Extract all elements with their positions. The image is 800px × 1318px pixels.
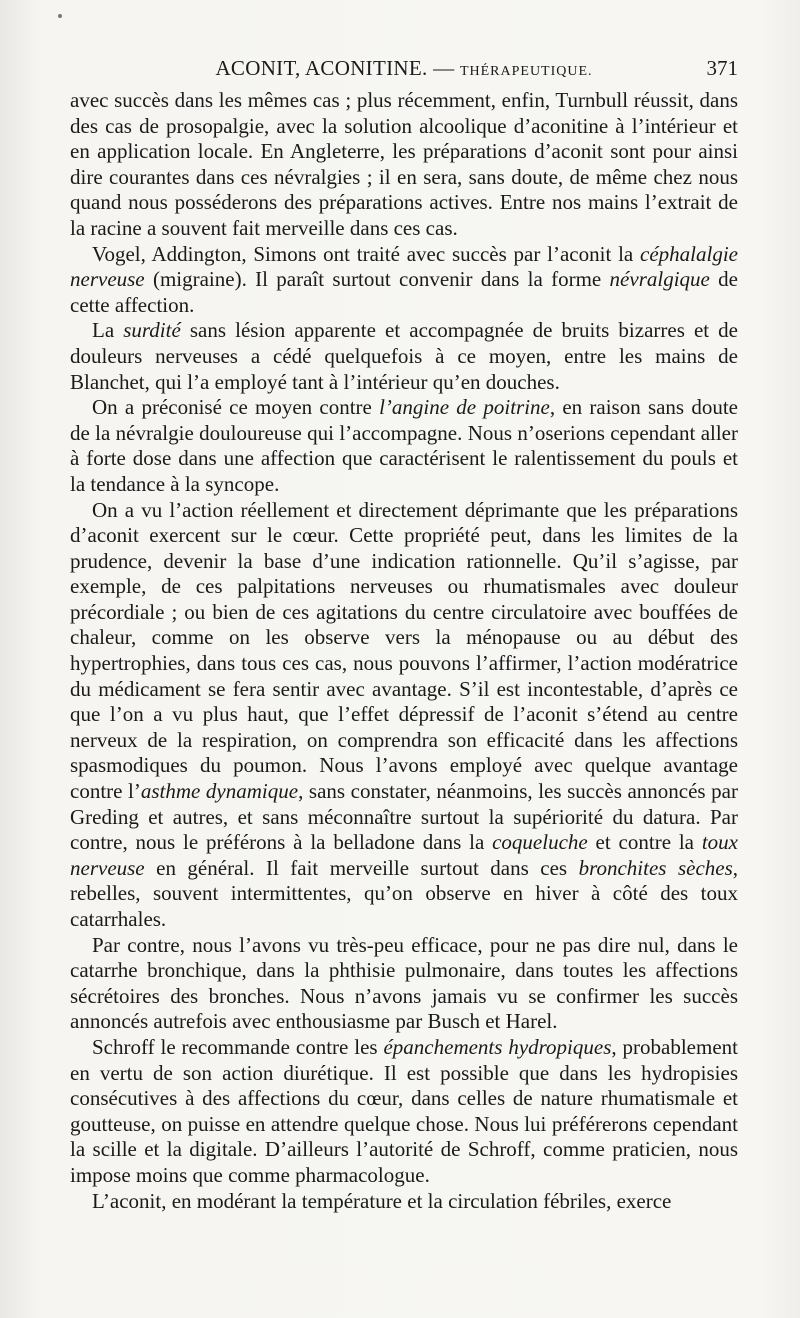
italic-term: névralgique: [609, 267, 710, 292]
paragraph: [70, 242, 738, 319]
text-run: La: [92, 318, 124, 343]
italic-term: coqueluche: [492, 830, 588, 855]
text-run: , sans constater, néanmoins, les succès annoncés par Greding et autres, et sans méconnaître surtout la supériorité du datura. Par contre, nous le préférons à la belladone dans la: [70, 779, 738, 855]
italic-term: toux nerveuse: [70, 830, 738, 880]
paragraph: [70, 88, 738, 242]
body-text: [70, 88, 738, 1214]
paragraph: [70, 1189, 738, 1215]
paragraph: [70, 498, 738, 933]
ink-speck: [58, 14, 62, 18]
page-number: 371: [706, 56, 738, 80]
running-title-section: THÉRAPEUTIQUE.: [459, 64, 593, 79]
paragraph: [70, 318, 738, 395]
paragraph: [70, 933, 738, 1035]
text-run: , probablement en vertu de son action diurétique. Il est possible que dans les hydropisies consécutives à des affections du cœur, dans celles de nature rhumatismale et goutteuse, on puisse en attendre quelque chose. Nous lui préférerons cependant la scille et la digitale. D’ailleurs l’autorité de Schroff, comme praticien, nous impose moins que comme pharmacologue.: [70, 1034, 738, 1187]
text-run: On a vu l’action réellement et directement déprimante que les préparations d’aconit exercent sur le cœur. Cette propriété peut, dans les limites de la prudence, devenir la base d’une indication rationnelle. Qu’il s’agisse, par exemple, de ces palpitations nerveuses ou rhumatismales avec douleur précordiale ; ou bien de ces agitations du centre circulatoire avec bouffées de chaleur, comme on les observe vers la ménopause ou au début des hypertrophies, dans tous ces cas, nous pouvons l’affirmer, l’action modératrice du médicament se fera sentir avec avantage. S’il est incontestable, d’après ce que l’on a vu plus haut, que l’effet dépressif de l’aconit s’étend au centre nerveux de la respiration, on comprendra son efficacité dans les affections spasmodiques du poumon. Nous l’avons employé avec quelque avantage contre l’: [70, 497, 738, 804]
text-run: Schroff le recommande contre les: [92, 1034, 384, 1059]
italic-term: bronchites sèches: [578, 855, 733, 880]
text-run: L’aconit, en modérant la température et la circulation fébriles, exerce: [92, 1188, 672, 1213]
text-run: Vogel, Addington, Simons ont traité avec succès par l’aconit la: [92, 241, 641, 266]
paragraph: [70, 395, 738, 497]
running-header: [70, 56, 738, 86]
running-title-main: ACONIT, ACONITINE. —: [215, 56, 455, 80]
italic-term: asthme dynamique: [140, 779, 299, 804]
text-run: (migraine). Il paraît surtout convenir dans la forme: [144, 267, 610, 292]
running-title: [70, 56, 738, 81]
italic-term: céphalalgie nerveuse: [70, 241, 738, 292]
text-run: de cette affection.: [70, 267, 738, 317]
text-run: On a préconisé ce moyen contre: [92, 395, 380, 420]
text-run: , en raison sans doute de la névralgie douloureuse qui l’accompagne. Nous n’oserions cependant aller à forte dose dans une affection que caractérisent le ralentissement du pouls et la tendance à la syncope.: [70, 395, 738, 496]
italic-term: surdité: [123, 318, 181, 343]
text-run: en général. Il fait merveille surtout dans ces: [144, 855, 579, 880]
italic-term: l’angine de poitrine: [379, 395, 550, 420]
text-run: et contre la: [587, 830, 702, 855]
italic-term: épanchements hydropiques: [383, 1034, 612, 1059]
text-run: avec succès dans les mêmes cas ; plus récemment, enfin, Turnbull réussit, dans des cas de prosopalgie, avec la solution alcoolique d’aconitine à l’intérieur et en application locale. En Angleterre, les préparations d’aconit sont pour ainsi dire courantes dans ces névralgies ; il en sera, sans doute, de même chez nous quand nous posséderons des préparations actives. Entre nos mains l’extrait de la racine a souvent fait merveille dans ces cas.: [70, 88, 738, 240]
text-run: , rebelles, souvent intermittentes, qu’on observe en hiver à côté des toux catarrhales.: [70, 855, 739, 931]
text-run: Par contre, nous l’avons vu très-peu efficace, pour ne pas dire nul, dans le catarrhe bronchique, dans la phthisie pulmonaire, dans toutes les affections sécrétoires des bronches. Nous n’avons jamais vu se confirmer les succès annoncés autrefois avec enthousiasme par Busch et Harel.: [70, 932, 738, 1034]
paragraph: [70, 1035, 738, 1189]
text-run: sans lésion apparente et accompagnée de bruits bizarres et de douleurs nerveuses a cédé quelquefois à ce moyen, entre les mains de Blanchet, qui l’a employé tant à l’intérieur qu’en douches.: [70, 318, 738, 394]
